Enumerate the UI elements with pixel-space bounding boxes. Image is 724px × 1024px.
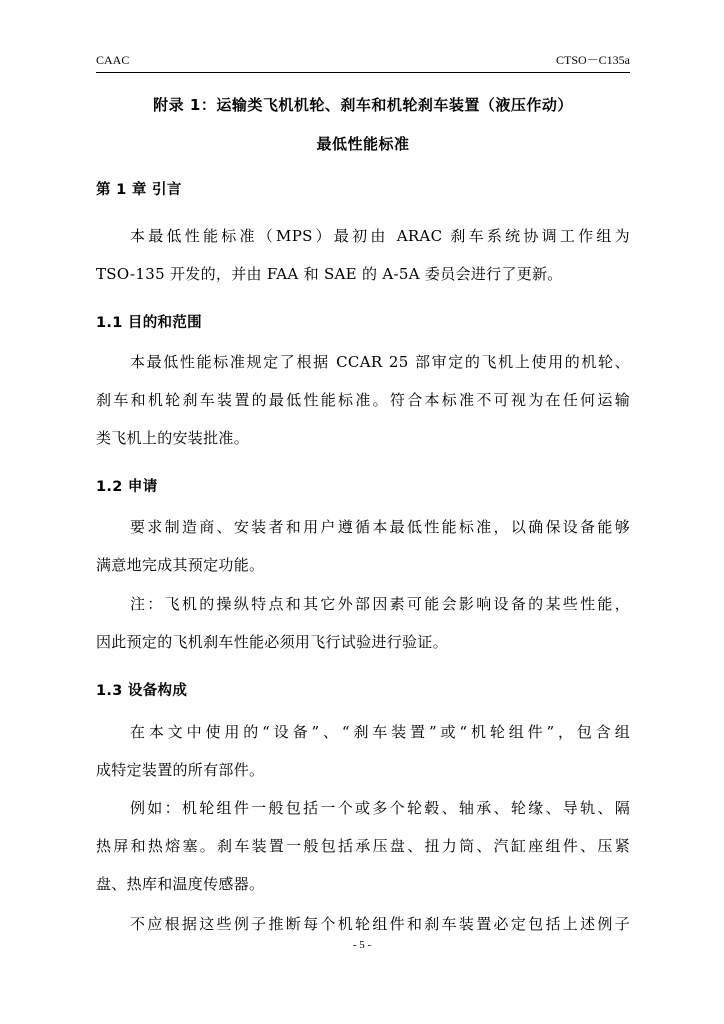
appendix-subtitle: 最低性能标准 (316, 135, 410, 153)
appendix-title: 附录 1：运输类飞机机轮、刹车和机轮刹车装置（液压作动） (153, 96, 573, 114)
section-1-3-heading: 1.3 设备构成 (96, 683, 188, 699)
page-number: - 5 - (352, 939, 372, 951)
section-1-3-paragraph-line: 在本文中使用的“设备”、“刹车装置”或“机轮组件”，包含组 (130, 723, 630, 741)
section-1-2-paragraph-line: 要求制造商、安装者和用户遵循本最低性能标准，以确保设备能够 (130, 518, 630, 536)
section-1-3-example-line: 盘、热库和温度传感器。 (96, 875, 265, 893)
section-1-2-note-line: 注：飞机的操纵特点和其它外部因素可能会影响设备的某些性能， (130, 595, 630, 613)
chapter-1-heading: 第 1 章 引言 (96, 182, 182, 198)
section-1-2-heading: 1.2 申请 (96, 479, 158, 495)
section-1-2-note-line: 因此预定的飞机刹车性能必须用飞行试验进行验证。 (96, 633, 448, 651)
running-header (96, 53, 630, 73)
section-1-3-paragraph-line: 成特定装置的所有部件。 (96, 761, 265, 779)
chapter-1-paragraph-line: 本最低性能标准（MPS）最初由 ARAC 刹车系统协调工作组为 (130, 227, 630, 245)
header-right-text: CTSO－C135a (555, 53, 630, 67)
section-1-1-paragraph-line: 刹车和机轮刹车装置的最低性能标准。符合本标准不可视为在任何运输 (96, 391, 630, 409)
section-1-1-paragraph-line: 本最低性能标准规定了根据 CCAR 25 部审定的飞机上使用的机轮、 (130, 353, 630, 371)
section-1-3-paragraph-line: 不应根据这些例子推断每个机轮组件和刹车装置必定包括上述例子 (130, 915, 630, 933)
section-1-1-paragraph-line: 类飞机上的安装批准。 (96, 429, 250, 447)
section-1-1-heading: 1.1 目的和范围 (96, 315, 202, 331)
chapter-1-paragraph-line: TSO-135 开发的，并由 FAA 和 SAE 的 A-5A 委员会进行了更新。 (96, 265, 563, 283)
section-1-2-paragraph-line: 满意地完成其预定功能。 (96, 556, 265, 574)
section-1-3-example-line: 热屏和热熔塞。刹车装置一般包括承压盘、扭力筒、汽缸座组件、压紧 (96, 837, 630, 855)
header-left-text: CAAC (96, 53, 130, 67)
section-1-3-example-line: 例如：机轮组件一般包括一个或多个轮毂、轴承、轮缘、导轨、隔 (130, 799, 630, 817)
